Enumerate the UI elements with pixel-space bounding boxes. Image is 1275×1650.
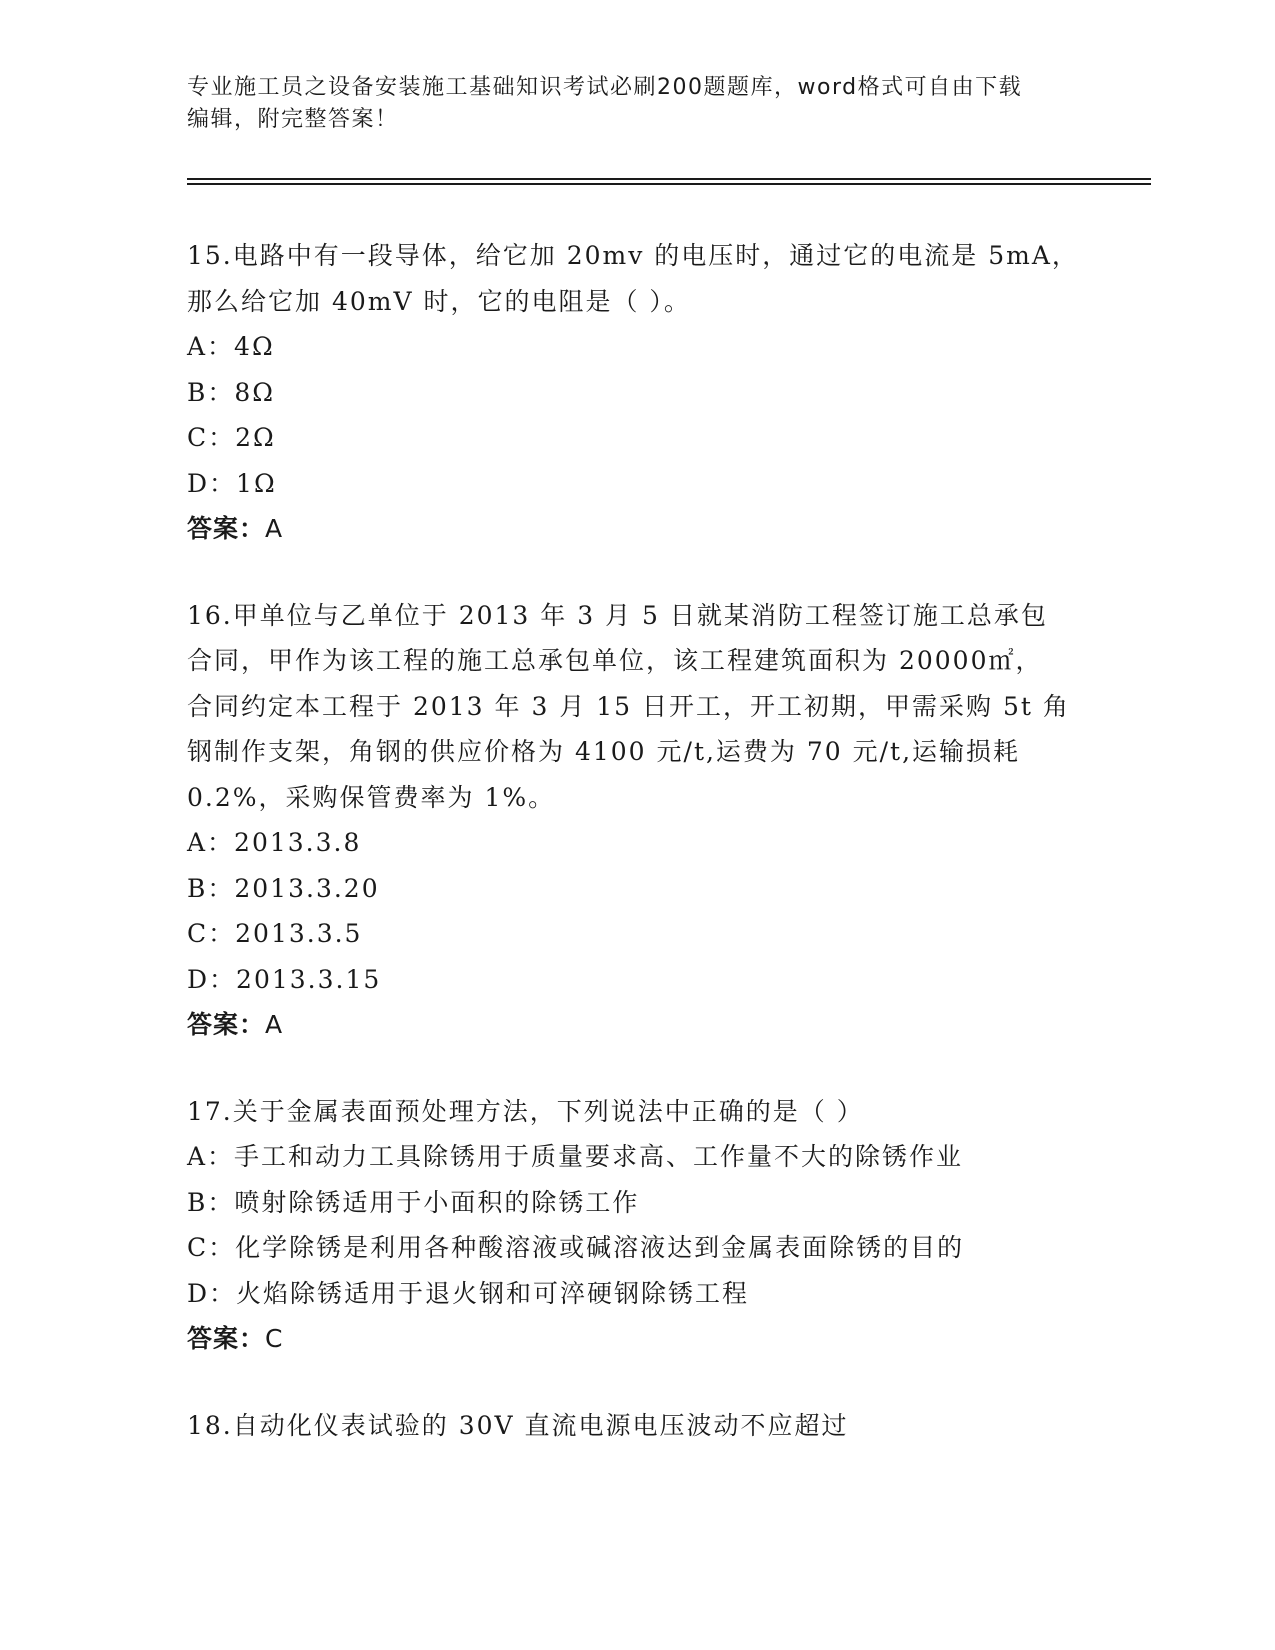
option-b: B：2013.3.20 [187, 873, 380, 903]
option-c: C：化学除锈是利用各种酸溶液或碱溶液达到金属表面除锈的目的 [187, 1233, 965, 1262]
header-divider-top [187, 178, 1151, 180]
question-18 [187, 1403, 1087, 1449]
question-text: 合同，甲作为该工程的施工总承包单位，该工程建筑面积为 20000㎡， [187, 646, 1043, 675]
option-c: C：2013.3.5 [187, 919, 363, 948]
question-17 [187, 1089, 1087, 1362]
question-text: 那么给它加 40mV 时，它的电阻是（ ）。 [187, 286, 691, 316]
option-a: A：2013.3.8 [187, 828, 362, 857]
header-divider-bottom [187, 183, 1151, 185]
option-c: C：2Ω [187, 423, 276, 452]
option-d: D：2013.3.15 [187, 964, 382, 994]
question-list [187, 233, 1087, 1489]
answer-value: A [265, 1010, 284, 1039]
header-title-line-2: 编辑，附完整答案！ [187, 107, 399, 132]
option-d: D：火焰除锈适用于退火钢和可淬硬钢除锈工程 [187, 1278, 750, 1308]
answer-value: A [265, 514, 284, 543]
option-b: B：喷射除锈适用于小面积的除锈工作 [187, 1187, 640, 1217]
answer-value: C [265, 1324, 284, 1353]
question-text: 18.自动化仪表试验的 30V 直流电源电压波动不应超过 [187, 1410, 849, 1440]
answer-label: 答案： [187, 1010, 266, 1039]
question-text: 0.2%，采购保管费率为 1%。 [187, 782, 556, 812]
option-b: B：8Ω [187, 377, 276, 407]
question-text: 合同约定本工程于 2013 年 3 月 15 日开工，开工初期，甲需采购 5t 角 [187, 691, 1070, 721]
question-15 [187, 233, 1087, 552]
answer [187, 506, 1087, 552]
option-a: A：4Ω [187, 332, 275, 361]
question-text: 17.关于金属表面预处理方法，下列说法中正确的是（ ） [187, 1096, 864, 1126]
question-text: 15.电路中有一段导体，给它加 20mv 的电压时，通过它的电流是 5mA， [187, 241, 1079, 270]
answer [187, 1002, 1087, 1048]
question-text: 16.甲单位与乙单位于 2013 年 3 月 5 日就某消防工程签订施工总承包 [187, 600, 1048, 630]
header-title-line-1: 专业施工员之设备安装施工基础知识考试必刷200题题库，word格式可自由下载 [187, 75, 1023, 100]
answer-label: 答案： [187, 1324, 266, 1353]
question-text: 钢制作支架，角钢的供应价格为 4100 元/t,运费为 70 元/t,运输损耗 [187, 737, 1021, 766]
option-d: D：1Ω [187, 468, 277, 498]
option-a: A：手工和动力工具除锈用于质量要求高、工作量不大的除锈作业 [187, 1142, 964, 1171]
question-16 [187, 593, 1087, 1048]
answer-label: 答案： [187, 514, 266, 543]
answer [187, 1316, 1087, 1362]
document-header [187, 72, 1077, 136]
